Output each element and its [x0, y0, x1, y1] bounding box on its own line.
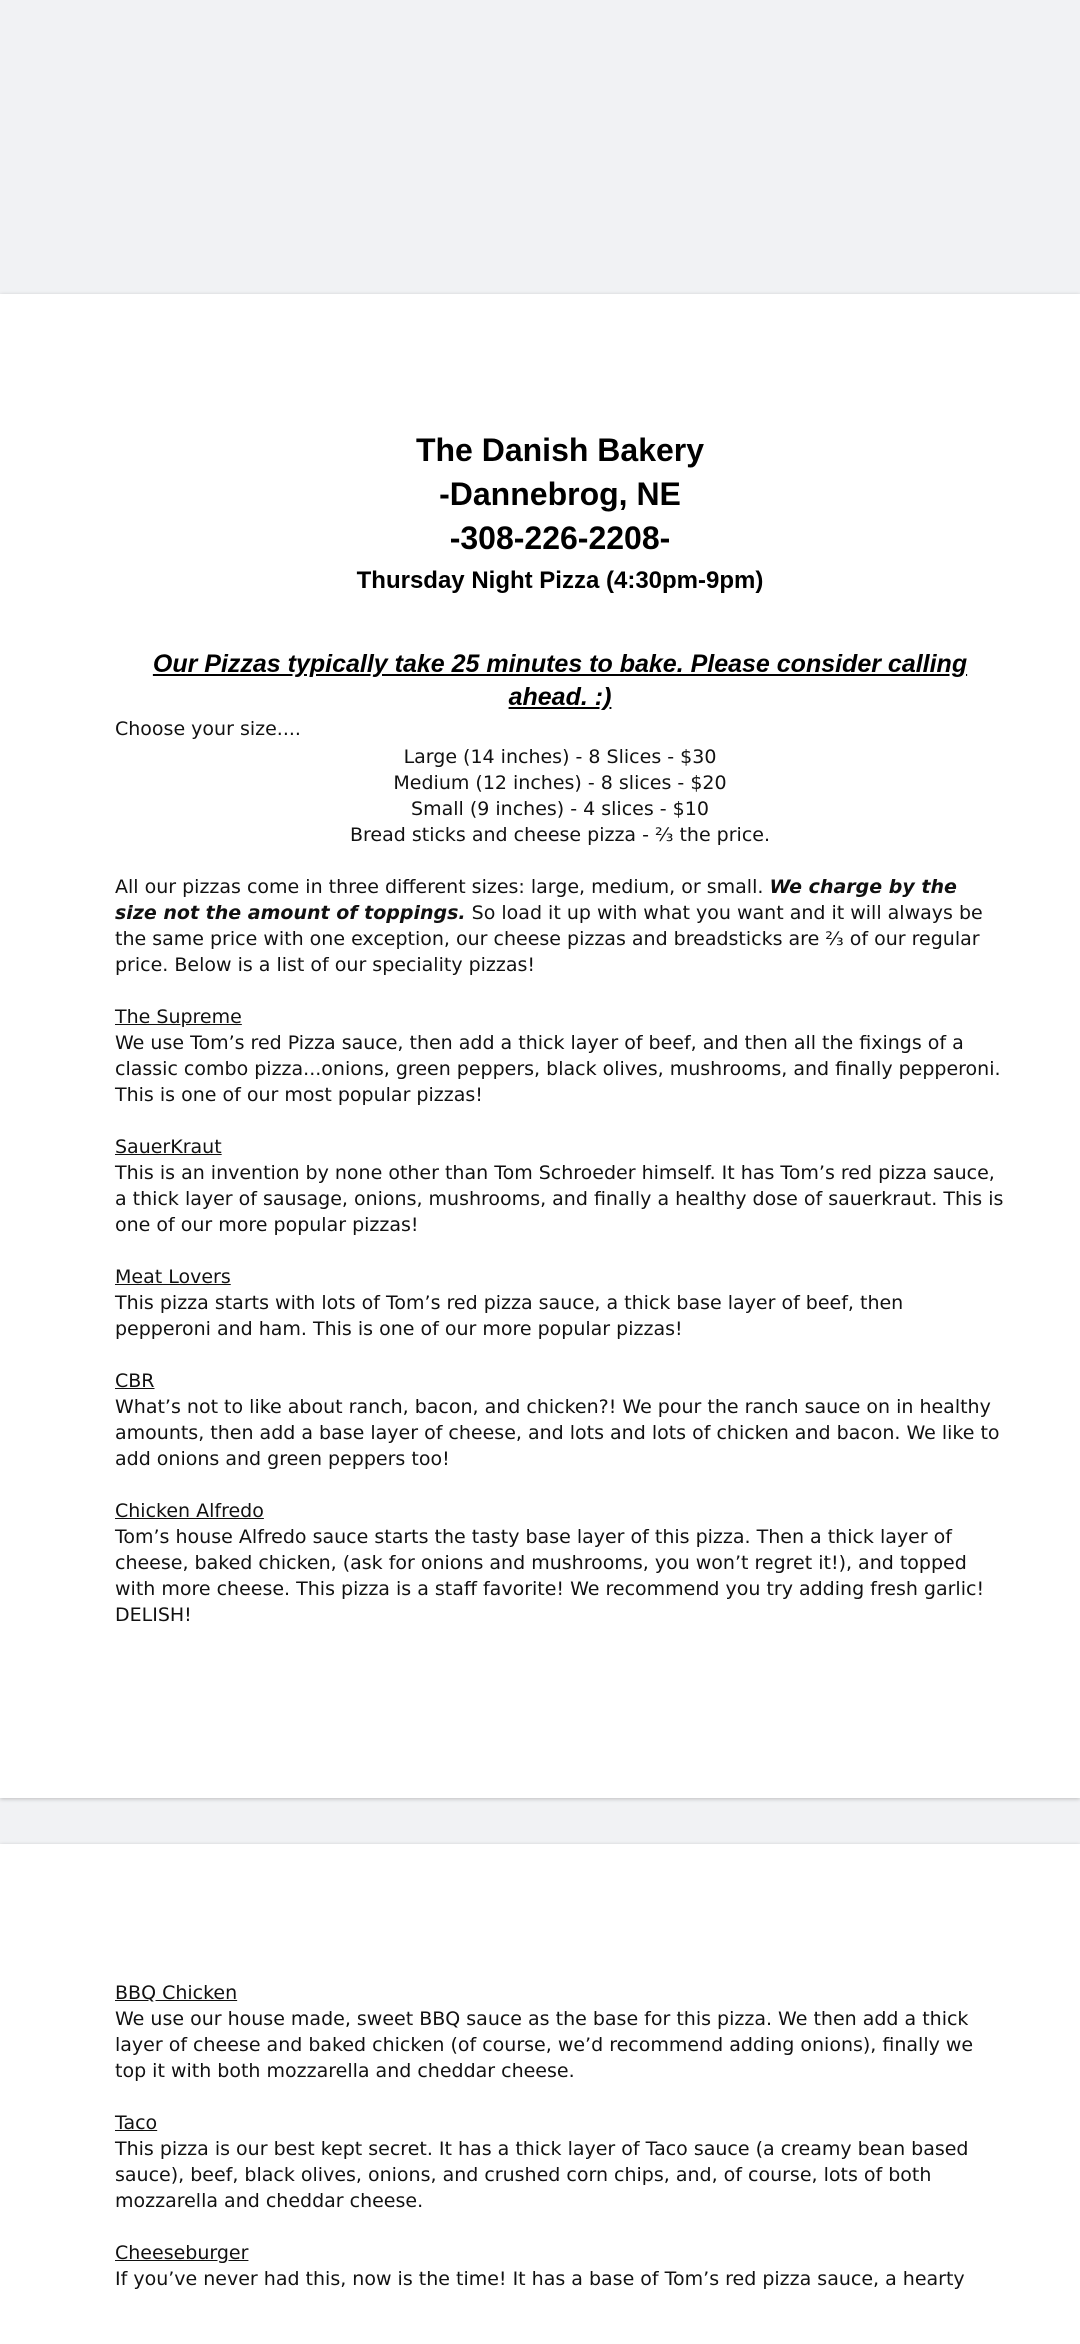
bakery-location: -Dannebrog, NE [439, 476, 681, 512]
pizza-name: Taco [115, 2112, 158, 2134]
pizza-description: We use Tom’s red Pizza sauce, then add a thick layer of beef, and then all the fixings of a classic combo pizza...onions, green peppers, black olives, mushrooms, and finally pepperoni. This is one of our most popular pizzas! [115, 1032, 1001, 1106]
pizza-description: What’s not to like about ranch, bacon, and chicken?! We pour the ranch sauce on in healthy amounts, then add a base layer of cheese, and lots and lots of chicken and bacon. We like to add onions and green peppers too! [115, 1396, 1000, 1470]
pizza-description: This pizza starts with lots of Tom’s red pizza sauce, a thick base layer of beef, then pepperoni and ham. This is one of our more popular pizzas! [115, 1292, 904, 1340]
intro-emphasis: We charge by the size not the amount of toppings. [115, 876, 957, 924]
document-page-1 [0, 294, 1080, 1798]
intro-part-1: All our pizzas come in three different sizes: large, medium, or small. [115, 876, 770, 898]
pizza-name: Cheeseburger [115, 2242, 249, 2264]
bakery-phone: -308-226-2208- [449, 520, 671, 556]
size-small: Small (9 inches) - 4 slices - $10 [411, 798, 709, 820]
pizza-name: SauerKraut [115, 1136, 222, 1158]
pizza-description: If you’ve never had this, now is the time! It has a base of Tom’s red pizza sauce, a hearty [115, 2268, 965, 2290]
pizza-hours: Thursday Night Pizza (4:30pm-9pm) [356, 567, 764, 594]
pizza-description: This pizza is our best kept secret. It has a thick layer of Taco sauce (a creamy bean based sauce), beef, black olives, onions, and crushed corn chips, and, of course, lots of both mozzarella and cheddar cheese. [115, 2138, 969, 2212]
size-breadsticks: Bread sticks and cheese pizza - ⅔ the price. [349, 824, 771, 846]
pizza-section-cbr [115, 1368, 1005, 1472]
size-list [115, 744, 1005, 848]
pizza-section-sauerkraut [115, 1134, 1005, 1238]
pricing-intro [115, 874, 1005, 978]
size-large: Large (14 inches) - 8 Slices - $30 [403, 746, 717, 768]
page-1-content [115, 428, 1005, 1628]
size-medium: Medium (12 inches) - 8 slices - $20 [393, 772, 727, 794]
choose-size-label: Choose your size.... [115, 718, 301, 740]
pizza-name: The Supreme [115, 1006, 242, 1028]
page-2-content [115, 1980, 1005, 2292]
pizza-name: BBQ Chicken [115, 1982, 238, 2004]
pizza-name: Chicken Alfredo [115, 1500, 264, 1522]
pizza-section-bbq-chicken [115, 1980, 1005, 2084]
pizza-section-supreme [115, 1004, 1005, 1108]
pizza-description: We use our house made, sweet BBQ sauce as the base for this pizza. We then add a thick layer of cheese and baked chicken (of course, we’d recommend adding onions), finally we top it with both mozzarella and cheddar cheese. [115, 2008, 974, 2082]
pizza-description: Tom’s house Alfredo sauce starts the tasty base layer of this pizza. Then a thick layer of cheese, baked chicken, (ask for onions and mushrooms, you won’t regret it!), and topped with more cheese. This pizza is a staff favorite! We recommend you try adding fresh garlic! DELISH! [115, 1526, 985, 1626]
pizza-section-taco [115, 2110, 1005, 2214]
pizza-name: CBR [115, 1370, 155, 1392]
pizza-section-chicken-alfredo [115, 1498, 1005, 1628]
pizza-description: This is an invention by none other than Tom Schroeder himself. It has Tom’s red pizza sauce, a thick layer of sausage, onions, mushrooms, and finally a healthy dose of sauerkraut. This is one of our more popular pizzas! [115, 1162, 1004, 1236]
pizza-name: Meat Lovers [115, 1266, 231, 1288]
bakery-name: The Danish Bakery [415, 432, 705, 468]
bake-time-notice: Our Pizzas typically take 25 minutes to bake. Please consider calling ahead. :) [152, 650, 968, 711]
pizza-section-cheeseburger [115, 2240, 1005, 2292]
intro-part-2: So load it up with what you want and it will always be the same price with one exception, our cheese pizzas and breadsticks are ⅔ of our regular price. Below is a list of our speciality pizzas! [115, 902, 983, 976]
document-page-2 [0, 1844, 1080, 2344]
pizza-section-meat-lovers [115, 1264, 1005, 1342]
